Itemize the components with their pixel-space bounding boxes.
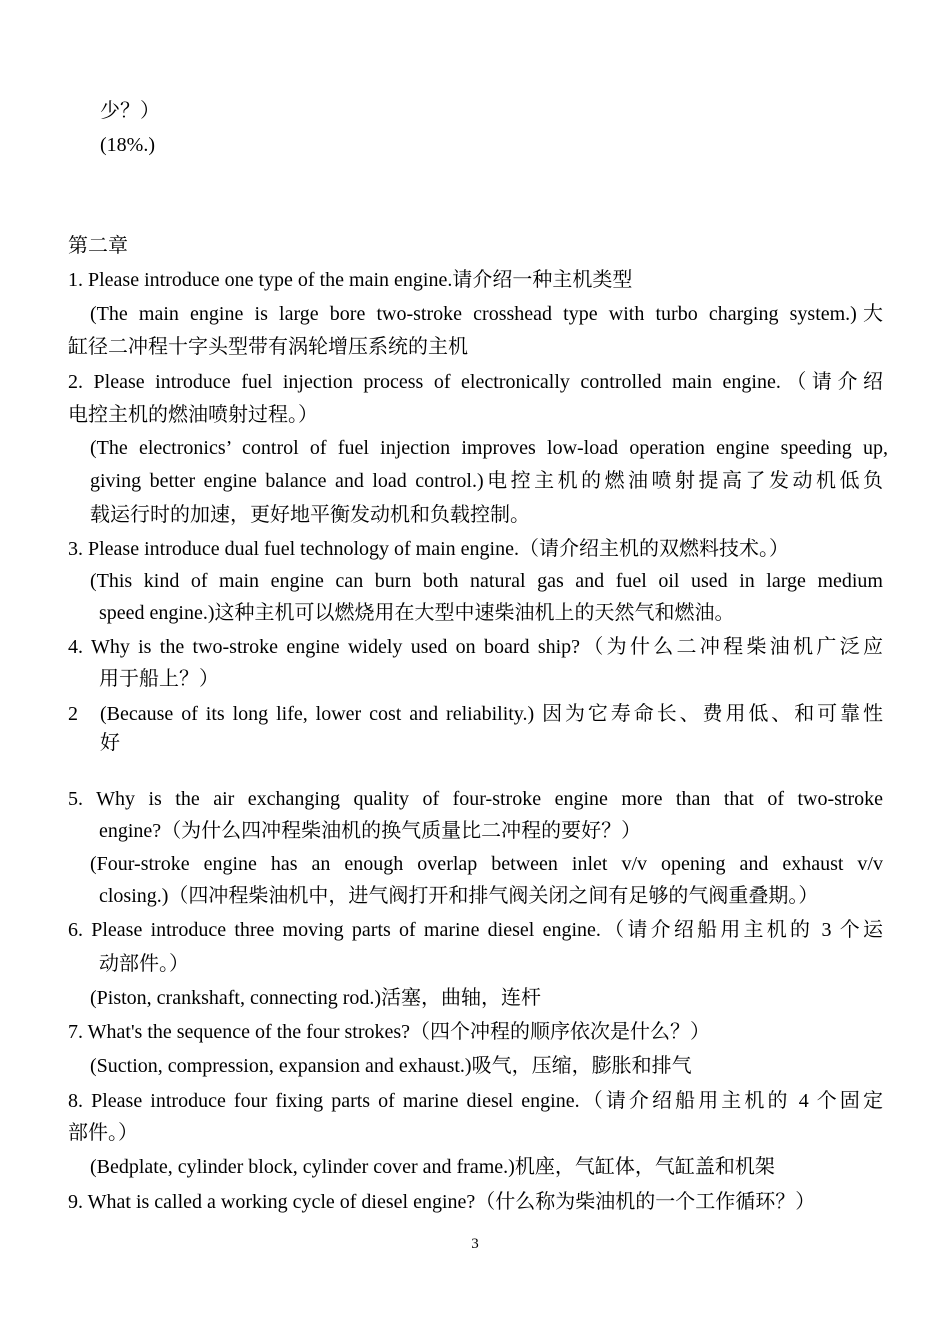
answer-line: 缸径二冲程十字头型带有涡轮增压系统的主机 xyxy=(68,336,468,358)
question-line: 部件。） xyxy=(68,1122,138,1144)
answer-line: (Suction, compression, expansion and exhaust.)吸气，压缩，膨胀和排气 xyxy=(90,1055,692,1077)
question-line: 9. What is called a working cycle of diesel engine?（什么称为柴油机的一个工作循环？） xyxy=(68,1191,816,1213)
question-line: 用于船上？） xyxy=(99,668,219,690)
question-line: 8. Please introduce four fixing parts of marine diesel engine.（请介绍船用主机的 4 个固定 xyxy=(68,1090,883,1112)
answer-line: (The main engine is large bore two-stroke crosshead type with turbo charging system.)大 xyxy=(90,303,883,325)
question-line: 4. Why is the two-stroke engine widely used on board ship?（为什么二冲程柴油机广泛应 xyxy=(68,636,883,658)
answer-line: 好 xyxy=(100,732,120,754)
chapter-title: 第二章 xyxy=(68,235,128,257)
question-line: 6. Please introduce three moving parts of marine diesel engine.（请介绍船用主机的 3 个运 xyxy=(68,919,883,941)
question-line: 动部件。） xyxy=(99,953,189,975)
answer-line: (This kind of main engine can burn both natural gas and fuel oil used in large medium xyxy=(90,570,883,592)
answer-line: (The electronics’ control of fuel injection improves low-load operation engine speeding up, xyxy=(90,437,888,459)
answer-line: 载运行时的加速，更好地平衡发动机和负载控制。 xyxy=(90,504,530,526)
header-line: (18%.) xyxy=(100,134,155,156)
question-line: 电控主机的燃油喷射过程。） xyxy=(68,404,318,426)
answer-line: (Because of its long life, lower cost and reliability.) 因为它寿命长、费用低、和可靠性 xyxy=(100,703,883,725)
answer-line: (Four-stroke engine has an enough overlap between inlet v/v opening and exhaust v/v xyxy=(90,853,883,875)
question-line: 1. Please introduce one type of the main engine.请介绍一种主机类型 xyxy=(68,269,633,291)
answer-line: closing.)（四冲程柴油机中，进气阀打开和排气阀关闭之间有足够的气阀重叠期。） xyxy=(99,885,819,907)
question-line: 2. Please introduce fuel injection process of electronically controlled main engine.（请介绍 xyxy=(68,371,883,393)
question-line: 3. Please introduce dual fuel technology of main engine.（请介绍主机的双燃料技术。） xyxy=(68,538,789,560)
question-line: 5. Why is the air exchanging quality of four-stroke engine more than that of two-stroke xyxy=(68,788,883,810)
answer-line: (Bedplate, cylinder block, cylinder cover and frame.)机座，气缸体，气缸盖和机架 xyxy=(90,1156,775,1178)
answer-line: (Piston, crankshaft, connecting rod.)活塞，曲轴，连杆 xyxy=(90,987,542,1009)
answer-line: speed engine.)这种主机可以燃烧用在大型中速柴油机上的天然气和燃油。 xyxy=(99,602,735,624)
question-line: 7. What's the sequence of the four strokes?（四个冲程的顺序依次是什么？） xyxy=(68,1021,711,1043)
header-line: 少？） xyxy=(100,100,160,122)
page-number: 3 xyxy=(471,1236,479,1252)
list-marker: 2 xyxy=(68,703,78,725)
question-line: engine?（为什么四冲程柴油机的换气质量比二冲程的要好？） xyxy=(99,820,642,842)
answer-line: giving better engine balance and load control.)电控主机的燃油喷射提高了发动机低负 xyxy=(90,470,883,492)
